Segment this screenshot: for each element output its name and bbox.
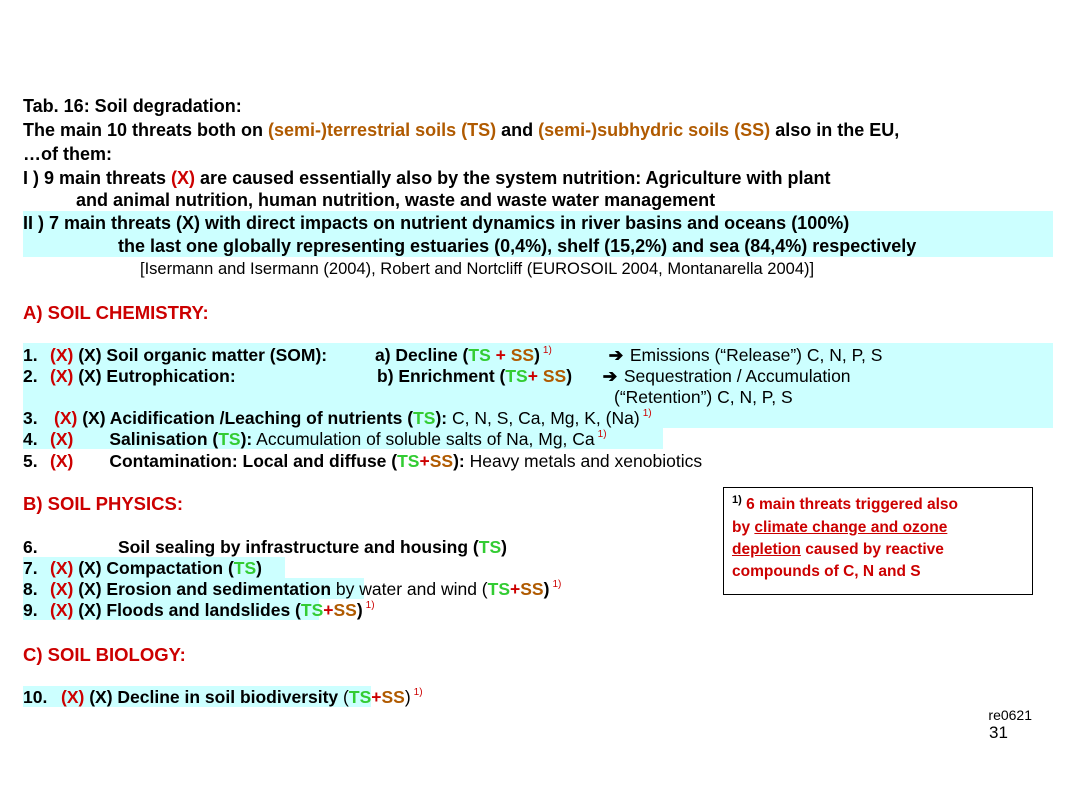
table-title: Tab. 16: Soil degradation: [23, 96, 242, 116]
chem-item-4: 4. (X) Salinisation (TS): Accumulation of soluble salts of Na, Mg, Ca $^{1)}$ [23, 429, 607, 449]
title-line-7: the last one globally representing estuaries (0,4%), shelf (15,2%) and sea (84,4%) respectively [118, 236, 917, 256]
page-number: 31 [989, 723, 1008, 742]
title-line-3: …of them: [23, 144, 112, 164]
chem-item-2: 2. (X) (X) Eutrophication: b) Enrichment (TS+ SS) ➔ Sequestration / Accumulation [23, 366, 851, 386]
footnote-line-4: compounds of C, N and S [732, 563, 921, 580]
title-line-2: The main 10 threats both on (semi-)terrestrial soils (TS) and (semi-)subhydric soils (SS) also in the EU, [23, 120, 900, 140]
citation: [Isermann and Isermann (2004), Robert and Nortcliff (EUROSOIL 2004, Montanarella 2004)] [140, 260, 815, 278]
phys-item-8: 8. (X) (X) Erosion and sedimentation by water and wind (TS+SS) $^{1)}$ [23, 579, 562, 599]
arrow-icon: ➔ [608, 345, 624, 365]
title-line-6: II ) 7 main threats (X) with direct impacts on nutrient dynamics in river basins and oceans (100%) [23, 213, 850, 233]
section-heading-physics: B) SOIL PHYSICS: [23, 493, 184, 514]
chem-item-3: 3. (X) (X) Acidification /Leaching of nutrients (TS): C, N, S, Ca, Mg, K, (Na) $^{1)}$ [23, 408, 652, 428]
footnote-box [723, 487, 1033, 595]
section-heading-biology: C) SOIL BIOLOGY: [23, 644, 186, 665]
footnote-line-1: $^{1)}$ 6 main threats triggered also [732, 494, 958, 513]
phys-item-9: 9. (X) (X) Floods and landslides (TS+SS) $^{1)}$ [23, 600, 375, 620]
phys-item-7: 7. (X) (X) Compactation (TS) [23, 558, 262, 578]
arrow-icon: ➔ [602, 366, 618, 386]
bio-item-10: 10. (X) (X) Decline in soil biodiversity (TS+SS) $^{1)}$ [23, 687, 423, 707]
chem-item-5: 5. (X) Contamination: Local and diffuse (TS+SS): Heavy metals and xenobiotics [23, 451, 703, 471]
title-line-4: I ) 9 main threats (X) are caused essentially also by the system nutrition: Agriculture with plant [23, 168, 831, 188]
title-line-5: and animal nutrition, human nutrition, waste and waste water management [76, 190, 716, 210]
phys-item-6: 6. Soil sealing by infrastructure and housing (TS) [23, 537, 507, 557]
footnote-line-3: depletion caused by reactive [732, 541, 944, 558]
section-heading-chemistry: A) SOIL CHEMISTRY: [23, 302, 209, 323]
chem-item-1: 1. (X) (X) Soil organic matter (SOM): a) Decline (TS + SS) $^{1)}$ ➔ Emissions (“Release”) C, N, P, S [23, 345, 883, 365]
reference-code: re0621 [988, 707, 1032, 723]
chem-item-2-continuation: (“Retention”) C, N, P, S [614, 387, 793, 407]
footnote-line-2: by climate change and ozone [732, 519, 948, 536]
